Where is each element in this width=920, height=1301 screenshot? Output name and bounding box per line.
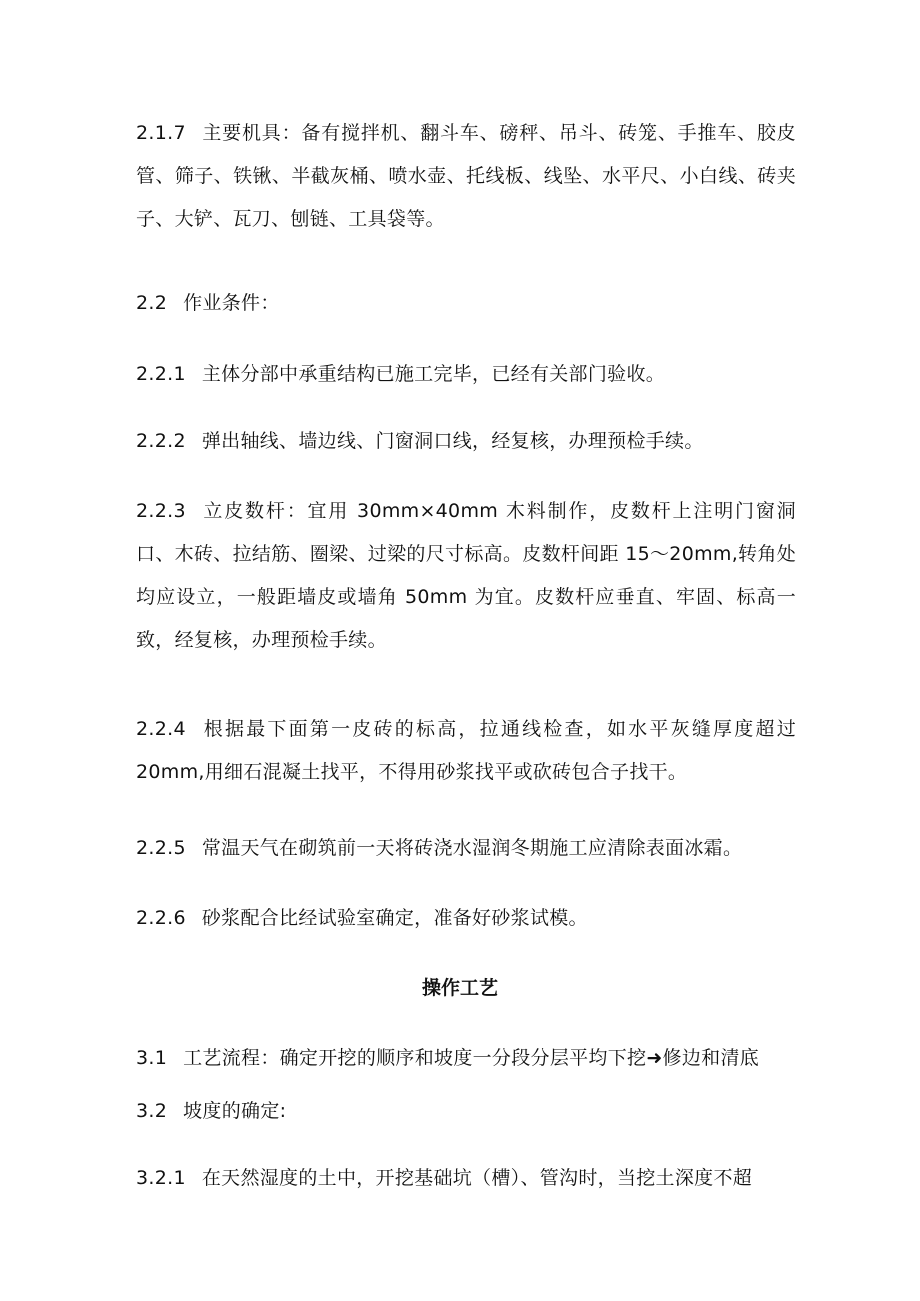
section-number: 2.1.7 <box>136 122 186 144</box>
paragraph-text: 砂浆配合比经试验室确定，准备好砂浆试模。 <box>201 907 588 929</box>
section-number: 3.2 <box>136 1100 168 1122</box>
paragraph-2-2-6 <box>136 897 796 940</box>
paragraph-2-2-4 <box>136 708 796 794</box>
section-number: 2.2 <box>136 292 168 314</box>
paragraph-2-2-1 <box>136 353 796 396</box>
section-number: 2.2.4 <box>136 718 186 740</box>
paragraph-3-2 <box>136 1090 796 1133</box>
paragraph-2-2-5 <box>136 827 796 870</box>
section-number: 3.1 <box>136 1047 168 1069</box>
paragraph-text: 常温天气在砌筑前一天将砖浇水湿润冬期施工应清除表面冰霜。 <box>201 837 743 859</box>
paragraph-2-2 <box>136 282 796 325</box>
paragraph-2-1-7 <box>136 112 796 241</box>
paragraph-2-2-2 <box>136 420 796 463</box>
paragraph-text: 作业条件： <box>183 292 280 314</box>
section-number: 2.2.2 <box>136 430 186 452</box>
paragraph-text: 主要机具：备有搅拌机、翻斗车、磅秤、吊斗、砖笼、手推车、胶皮管、筛子、铁锹、半截灰桶、喷水壶、托线板、线坠、水平尺、小白线、砖夹子、大铲、瓦刀、刨链、工具袋等。 <box>136 122 796 230</box>
paragraph-text: 在天然湿度的土中，开挖基础坑（槽）、管沟时，当挖土深度不超 <box>201 1167 753 1189</box>
section-number: 2.2.6 <box>136 907 186 929</box>
paragraph-3-1 <box>136 1037 796 1080</box>
paragraph-text: 弹出轴线、墙边线、门窗洞口线，经复核，办理预检手续。 <box>201 430 704 452</box>
paragraph-text: 工艺流程：确定开挖的顺序和坡度一分段分层平均下挖➜修边和清底 <box>183 1047 760 1069</box>
paragraph-text: 根据最下面第一皮砖的标高，拉通线检查，如水平灰缝厚度超过20mm,用细石混凝土找平，不得用砂浆找平或砍砖包合子找干。 <box>136 718 796 783</box>
paragraph-text: 主体分部中承重结构已施工完毕，已经有关部门验收。 <box>201 363 666 385</box>
paragraph-2-2-3 <box>136 490 796 662</box>
section-number: 3.2.1 <box>136 1167 186 1189</box>
section-number: 2.2.1 <box>136 363 186 385</box>
section-number: 2.2.3 <box>136 500 186 522</box>
section-number: 2.2.5 <box>136 837 186 859</box>
paragraph-3-2-1 <box>136 1157 796 1200</box>
paragraph-text: 坡度的确定: <box>183 1100 287 1122</box>
paragraph-text: 立皮数杆：宜用 30mm×40mm 木料制作，皮数杆上注明门窗洞口、木砖、拉结筋、圈梁、过梁的尺寸标高。皮数杆间距 15～20mm,转角处均应设立，一般距墙皮或墙角 50mm 为宜。皮数杆应垂直、牢固、标高一致，经复核，办理预检手续。 <box>136 500 796 651</box>
section-heading: 操作工艺 <box>421 977 498 999</box>
